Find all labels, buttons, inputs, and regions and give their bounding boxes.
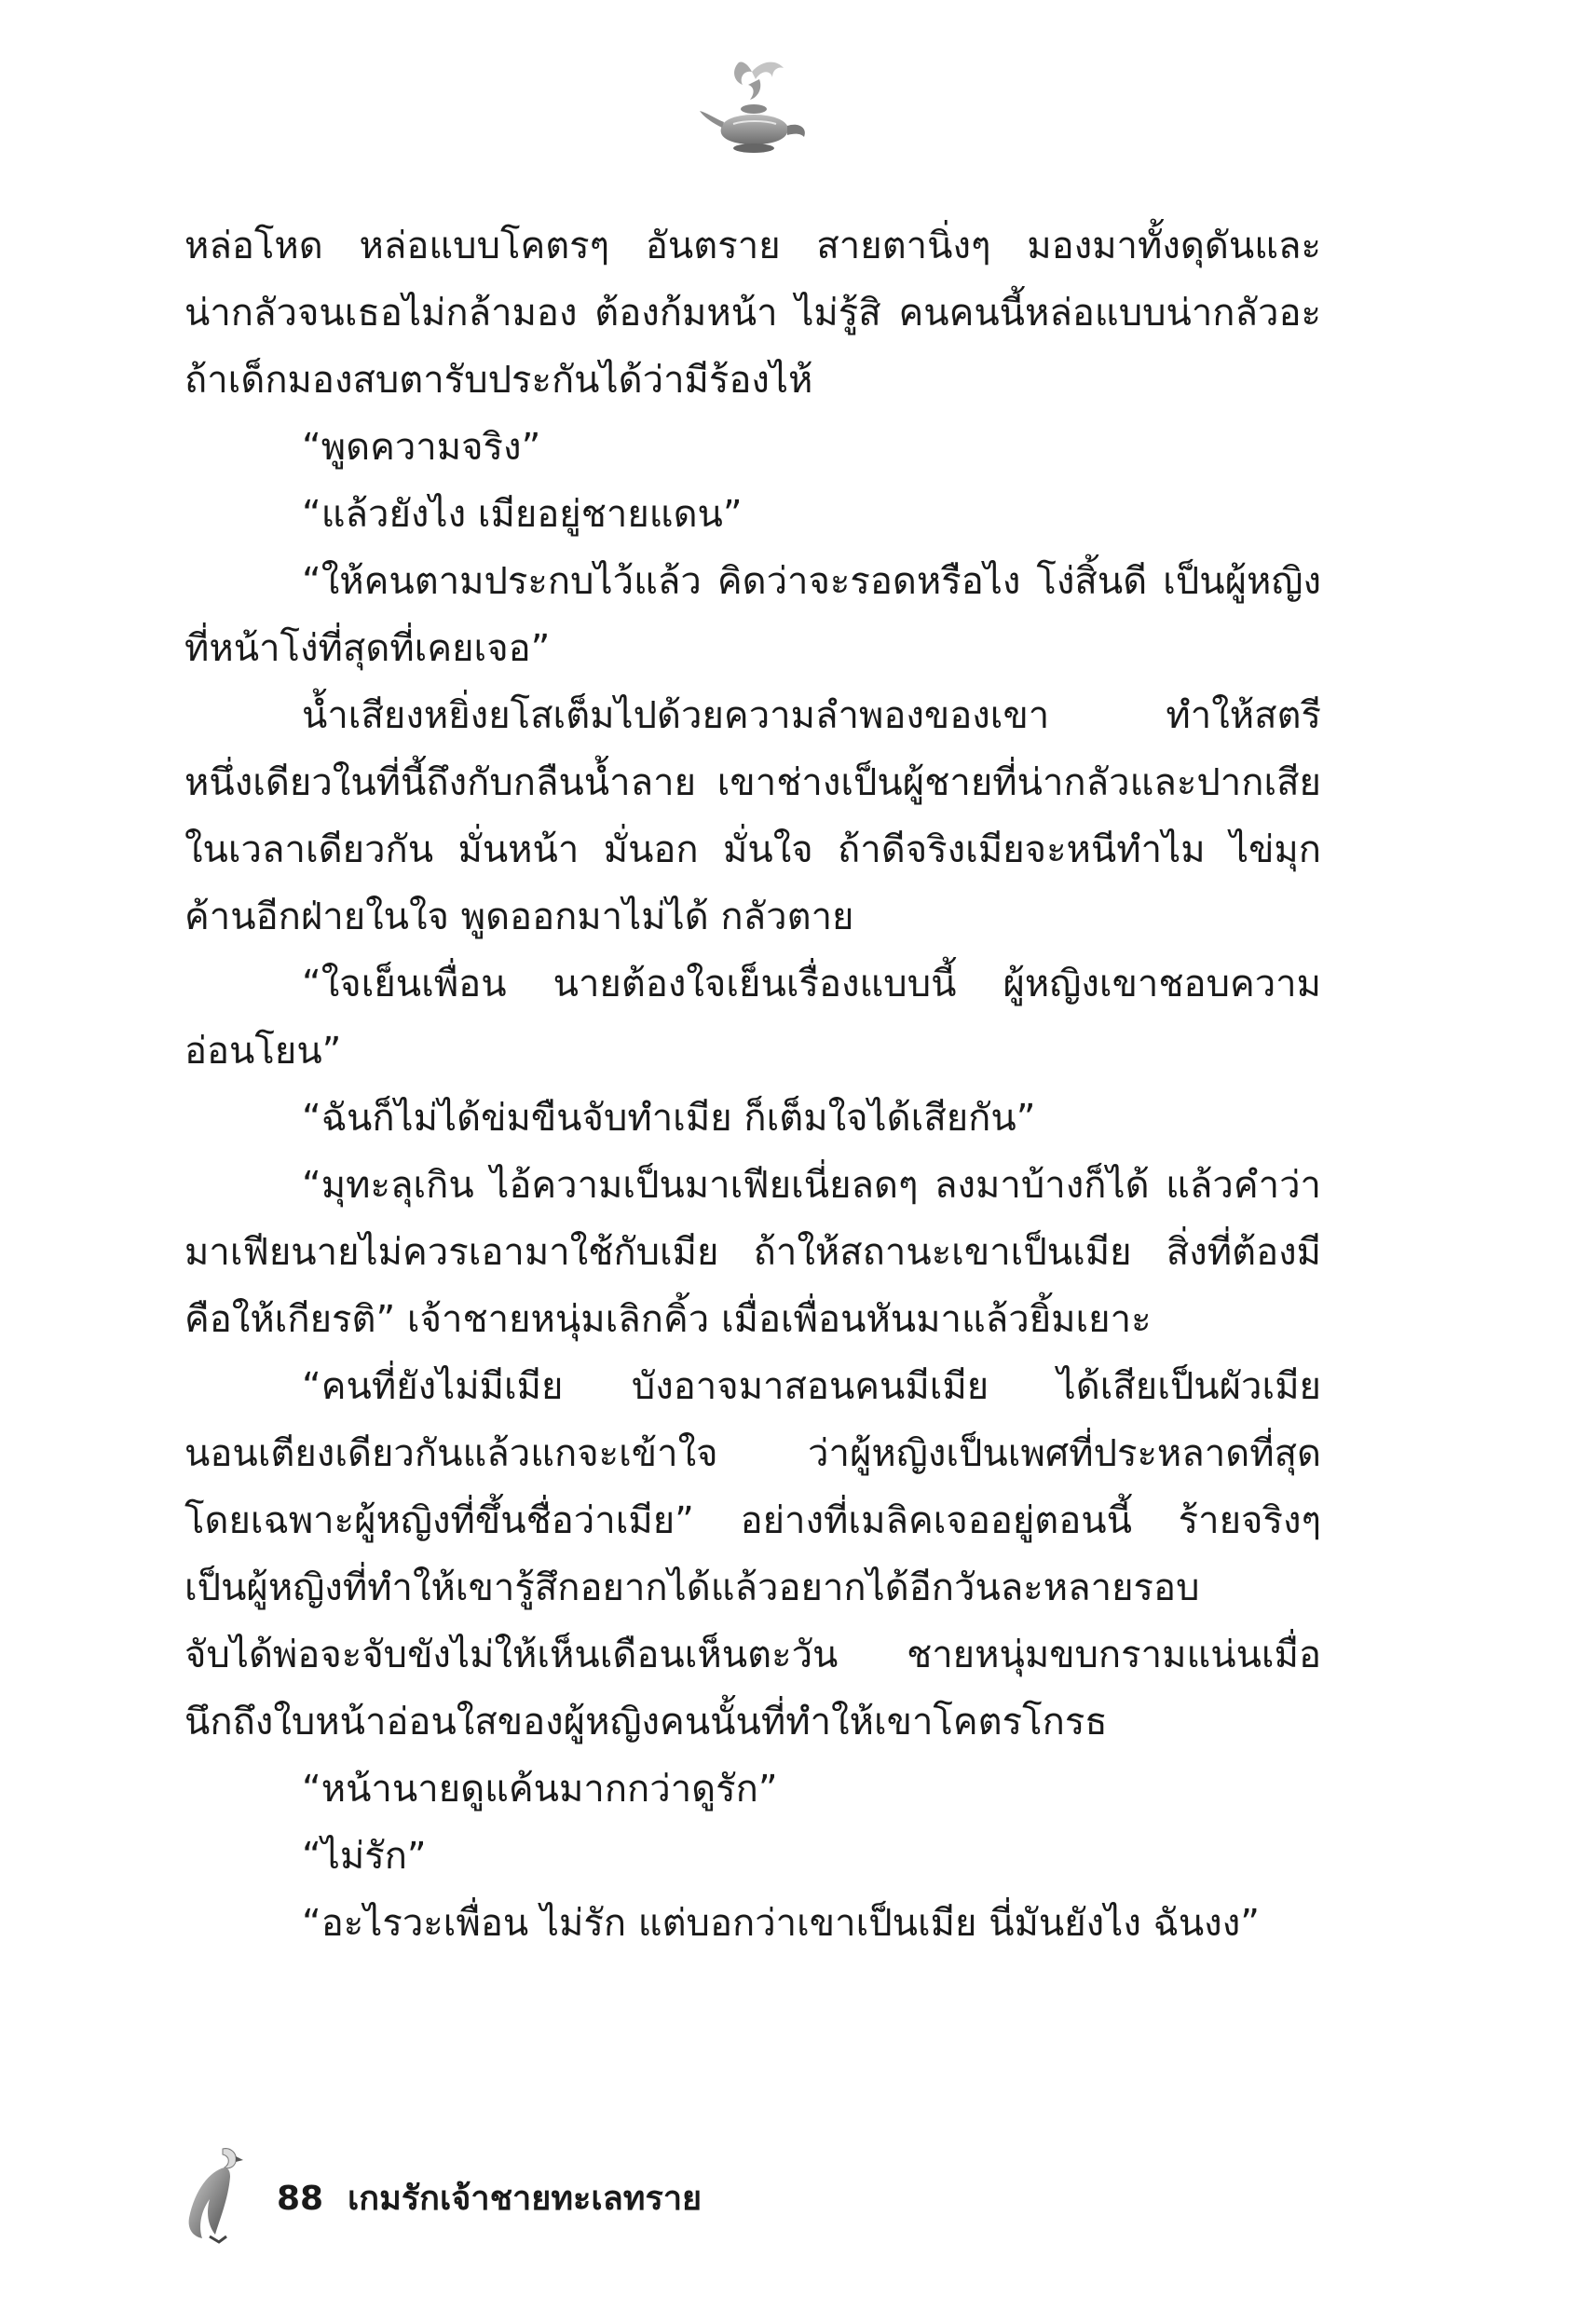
text-line: นอนเตียงเดียวกันแล้วแกจะเข้าใจ ว่าผู้หญิงเป็นเพศที่ประหลาดที่สุด bbox=[184, 1432, 1321, 1475]
text-line: อ่อนโยน” bbox=[184, 1030, 342, 1073]
text-line: “ใจเย็นเพื่อน นายต้องใจเย็นเรื่องแบบนี้ ผู้หญิงเขาชอบความ bbox=[302, 963, 1321, 1005]
text-line: หล่อโหด หล่อแบบโคตรๆ อันตราย สายตานิ่งๆ มองมาทั้งดุดันและ bbox=[184, 225, 1321, 267]
text-line: “พูดความจริง” bbox=[302, 426, 541, 469]
text-line: “คนที่ยังไม่มีเมีย บังอาจมาสอนคนมีเมีย ได้เสียเป็นผัวเมีย bbox=[302, 1365, 1321, 1408]
text-line: “ไม่รัก” bbox=[302, 1835, 427, 1878]
text-line: ถ้าเด็กมองสบตารับประกันได้ว่ามีร้องไห้ bbox=[184, 359, 813, 402]
page-number: 88 bbox=[277, 2180, 324, 2218]
paragraph bbox=[184, 1823, 1321, 1890]
text-line: จับได้พ่อจะจับขังไม่ให้เห็นเดือนเห็นตะวัน ชายหนุ่มขบกรามแน่นเมื่อ bbox=[184, 1634, 1321, 1676]
book-title: เกมรักเจ้าชายทะเลทราย bbox=[348, 2180, 703, 2218]
text-line: โดยเฉพาะผู้หญิงที่ขึ้นชื่อว่าเมีย” อย่างที่เมลิคเจออยู่ตอนนี้ ร้ายจริงๆ bbox=[184, 1499, 1321, 1542]
text-line: หนึ่งเดียวในที่นี้ถึงกับกลืนน้ำลาย เขาช่างเป็นผู้ชายที่น่ากลัวและปากเสีย bbox=[184, 761, 1321, 804]
text-line: น่ากลัวจนเธอไม่กล้ามอง ต้องก้มหน้า ไม่รู้สิ คนคนนี้หล่อแบบน่ากลัวอะ bbox=[184, 292, 1321, 335]
paragraph bbox=[184, 1890, 1321, 1957]
text-line: “แล้วยังไง เมียอยู่ชายแดน” bbox=[302, 493, 743, 536]
text-line: “อะไรวะเพื่อน ไม่รัก แต่บอกว่าเขาเป็นเมีย นี่มันยังไง ฉันงง” bbox=[302, 1902, 1260, 1945]
paragraph bbox=[184, 1152, 1321, 1353]
text-line: เป็นผู้หญิงที่ทำให้เขารู้สึกอยากได้แล้วอยากได้อีกวันละหลายรอบ bbox=[184, 1566, 1200, 1609]
genie-lamp-icon bbox=[694, 51, 815, 163]
paragraph bbox=[184, 1085, 1321, 1152]
text-line: น้ำเสียงหยิ่งยโสเต็มไปด้วยความลำพองของเขา ทำให้สตรี bbox=[302, 694, 1321, 737]
body-text bbox=[184, 212, 1321, 1957]
paragraph bbox=[184, 548, 1321, 682]
paragraph bbox=[184, 950, 1321, 1085]
text-line: มาเฟียนายไม่ควรเอามาใช้กับเมีย ถ้าให้สถานะเขาเป็นเมีย สิ่งที่ต้องมี bbox=[184, 1231, 1321, 1274]
text-line: ค้านอีกฝ่ายในใจ พูดออกมาไม่ได้ กลัวตาย bbox=[184, 896, 854, 938]
paragraph bbox=[184, 212, 1321, 414]
paragraph bbox=[184, 1756, 1321, 1823]
paragraph bbox=[184, 1353, 1321, 1756]
text-line: “ให้คนตามประกบไว้แล้ว คิดว่าจะรอดหรือไง โง่สิ้นดี เป็นผู้หญิง bbox=[302, 560, 1321, 603]
text-line: นึกถึงใบหน้าอ่อนใสของผู้หญิงคนนั้นที่ทำให้เขาโคตรโกรธ bbox=[184, 1701, 1108, 1744]
text-line: “หน้านายดูแค้นมากกว่าดูรัก” bbox=[302, 1768, 778, 1811]
page-footer bbox=[182, 2143, 927, 2246]
text-line: ที่หน้าโง่ที่สุดที่เคยเจอ” bbox=[184, 627, 551, 670]
paragraph bbox=[184, 682, 1321, 950]
eagle-icon bbox=[182, 2143, 249, 2246]
text-line: “ฉันก็ไม่ได้ข่มขืนจับทำเมีย ก็เต็มใจได้เสียกัน” bbox=[302, 1097, 1036, 1140]
text-line: “มุทะลุเกิน ไอ้ความเป็นมาเฟียเนี่ยลดๆ ลงมาบ้างก็ได้ แล้วคำว่า bbox=[302, 1164, 1321, 1207]
paragraph bbox=[184, 481, 1321, 548]
text-line: คือให้เกียรติ” เจ้าชายหนุ่มเลิกคิ้ว เมื่อเพื่อนหันมาแล้วยิ้มเยาะ bbox=[184, 1298, 1152, 1341]
text-line: ในเวลาเดียวกัน มั่นหน้า มั่นอก มั่นใจ ถ้าดีจริงเมียจะหนีทำไม ไข่มุก bbox=[184, 828, 1321, 871]
paragraph bbox=[184, 414, 1321, 481]
